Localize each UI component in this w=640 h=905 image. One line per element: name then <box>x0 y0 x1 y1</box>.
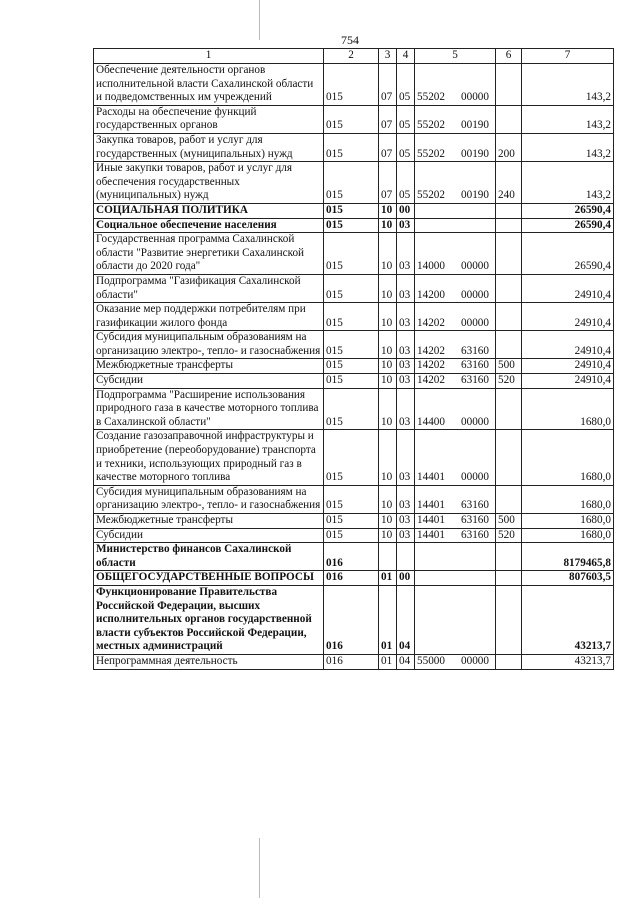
subsection-code: 03 <box>397 218 415 233</box>
table-row <box>94 571 614 586</box>
row-name: Субсидия муниципальным образованиям на организацию электро-, тепло- и газоснабжения <box>94 485 324 513</box>
row-name: Обеспечение деятельности органов исполнительной власти Сахалинской области и подведомственных им учреждений <box>94 64 324 106</box>
row-name: Министерство финансов Сахалинской области <box>94 543 324 571</box>
target-article-code <box>415 274 496 302</box>
target-article-code <box>415 374 496 389</box>
table-row <box>94 654 614 669</box>
target-article-direction: 63160 <box>461 374 489 387</box>
target-article-direction: 63160 <box>461 514 489 526</box>
amount: 807603,5 <box>522 571 614 586</box>
table-row <box>94 528 614 543</box>
row-name: Субсидии <box>94 528 324 543</box>
ved-code: 016 <box>324 571 379 586</box>
expense-type-code <box>496 218 522 233</box>
target-article-program: 14401 <box>417 499 445 512</box>
target-article-direction: 00000 <box>461 415 489 428</box>
table-row <box>94 430 614 485</box>
row-name: Социальное обеспечение населения <box>94 218 324 233</box>
expense-type-code: 520 <box>496 374 522 389</box>
ved-code: 015 <box>324 331 379 359</box>
table-row <box>94 64 614 106</box>
section-code: 10 <box>379 218 397 233</box>
table-row <box>94 359 614 374</box>
row-name: Оказание мер поддержки потребителям при газификации жилого фонда <box>94 303 324 331</box>
target-article-program: 14000 <box>417 260 445 273</box>
expense-type-code <box>496 105 522 133</box>
amount: 26590,4 <box>522 203 614 218</box>
table-row <box>94 485 614 513</box>
target-article-code <box>415 331 496 359</box>
target-article-direction: 63160 <box>461 344 489 357</box>
amount: 143,2 <box>522 133 614 161</box>
amount: 24910,4 <box>522 374 614 389</box>
target-article-code <box>415 162 496 204</box>
table-row <box>94 274 614 302</box>
table-row <box>94 543 614 571</box>
target-article-code <box>415 585 496 654</box>
target-article-code <box>415 514 496 529</box>
row-name: Расходы на обеспечение функций государственных органов <box>94 105 324 133</box>
table-row <box>94 218 614 233</box>
subsection-code <box>397 543 415 571</box>
target-article-code <box>415 233 496 275</box>
target-article-direction: 63160 <box>461 528 489 541</box>
expense-type-code <box>496 64 522 106</box>
amount: 43213,7 <box>522 654 614 669</box>
target-article-program: 14202 <box>417 374 445 387</box>
expense-type-code: 200 <box>496 133 522 161</box>
row-name: Подпрограмма "Расширение использования природного газа в качестве моторного топлива в Сахалинской области" <box>94 388 324 430</box>
row-name: Субсидия муниципальным образованиям на организацию электро-, тепло- и газоснабжения <box>94 331 324 359</box>
table-row <box>94 233 614 275</box>
expense-type-code <box>496 274 522 302</box>
ved-code: 015 <box>324 430 379 485</box>
expense-type-code <box>496 388 522 430</box>
row-name: Подпрограмма "Газификация Сахалинской области" <box>94 274 324 302</box>
subsection-code: 04 <box>397 585 415 654</box>
section-code: 10 <box>379 303 397 331</box>
table-row <box>94 133 614 161</box>
amount: 43213,7 <box>522 585 614 654</box>
expense-type-code <box>496 203 522 218</box>
expense-type-code <box>496 303 522 331</box>
target-article-code <box>415 430 496 485</box>
table-row <box>94 374 614 389</box>
expense-type-code <box>496 430 522 485</box>
section-code: 07 <box>379 105 397 133</box>
row-name: Функционирование Правительства Российской Федерации, высших исполнительных органов государственной власти субъектов Российской Федерации, местных администраций <box>94 585 324 654</box>
ved-code: 015 <box>324 218 379 233</box>
target-article-program: 14401 <box>417 471 445 484</box>
target-article-direction: 00000 <box>461 316 489 329</box>
target-article-direction: 00000 <box>461 91 489 104</box>
ved-code: 015 <box>324 274 379 302</box>
expense-type-code <box>496 233 522 275</box>
ved-code: 015 <box>324 388 379 430</box>
target-article-direction: 00000 <box>461 288 489 301</box>
subsection-code: 00 <box>397 571 415 586</box>
target-article-direction: 00190 <box>461 189 489 202</box>
target-article-code <box>415 203 496 218</box>
page-number: 754 <box>341 33 359 47</box>
amount: 143,2 <box>522 64 614 106</box>
amount: 26590,4 <box>522 218 614 233</box>
scan-artifact-line-bottom <box>259 838 260 898</box>
row-name: ОБЩЕГОСУДАРСТВЕННЫЕ ВОПРОСЫ <box>94 571 324 586</box>
amount: 26590,4 <box>522 233 614 275</box>
budget-table <box>93 48 614 670</box>
amount: 24910,4 <box>522 331 614 359</box>
row-name: Закупка товаров, работ и услуг для государственных (муниципальных) нужд <box>94 133 324 161</box>
ved-code: 015 <box>324 359 379 374</box>
target-article-code <box>415 654 496 669</box>
target-article-code <box>415 359 496 374</box>
row-name: Субсидии <box>94 374 324 389</box>
subsection-code: 03 <box>397 331 415 359</box>
table-row <box>94 388 614 430</box>
column-header: 2 <box>324 49 379 64</box>
ved-code: 015 <box>324 162 379 204</box>
ved-code: 015 <box>324 303 379 331</box>
subsection-code: 03 <box>397 274 415 302</box>
amount: 24910,4 <box>522 303 614 331</box>
target-article-code <box>415 218 496 233</box>
expense-type-code <box>496 654 522 669</box>
section-code <box>379 543 397 571</box>
target-article-code <box>415 133 496 161</box>
amount: 1680,0 <box>522 430 614 485</box>
ved-code: 016 <box>324 585 379 654</box>
table-row <box>94 331 614 359</box>
target-article-program: 55202 <box>417 189 445 202</box>
table-row <box>94 585 614 654</box>
target-article-code <box>415 105 496 133</box>
target-article-code <box>415 388 496 430</box>
section-code: 10 <box>379 528 397 543</box>
target-article-direction: 00190 <box>461 147 489 160</box>
target-article-program: 14401 <box>417 528 445 541</box>
target-article-code <box>415 303 496 331</box>
table-row <box>94 514 614 529</box>
expense-type-code <box>496 543 522 571</box>
target-article-program: 14200 <box>417 288 445 301</box>
subsection-code: 00 <box>397 203 415 218</box>
target-article-direction: 63160 <box>461 499 489 512</box>
table-row <box>94 203 614 218</box>
section-code: 01 <box>379 571 397 586</box>
column-header: 6 <box>496 49 522 64</box>
target-article-direction: 00000 <box>461 654 489 667</box>
section-code: 07 <box>379 133 397 161</box>
ved-code: 015 <box>324 203 379 218</box>
subsection-code: 03 <box>397 485 415 513</box>
ved-code: 015 <box>324 64 379 106</box>
expense-type-code: 500 <box>496 359 522 374</box>
subsection-code: 05 <box>397 162 415 204</box>
section-code: 10 <box>379 274 397 302</box>
ved-code: 015 <box>324 528 379 543</box>
expense-type-code <box>496 585 522 654</box>
subsection-code: 03 <box>397 430 415 485</box>
subsection-code: 05 <box>397 105 415 133</box>
target-article-program: 55202 <box>417 91 445 104</box>
amount: 143,2 <box>522 105 614 133</box>
section-code: 10 <box>379 331 397 359</box>
target-article-code <box>415 485 496 513</box>
subsection-code: 03 <box>397 514 415 529</box>
subsection-code: 03 <box>397 388 415 430</box>
section-code: 10 <box>379 430 397 485</box>
target-article-program: 55000 <box>417 654 445 667</box>
ved-code: 015 <box>324 233 379 275</box>
subsection-code: 03 <box>397 374 415 389</box>
column-header: 1 <box>94 49 324 64</box>
section-code: 01 <box>379 654 397 669</box>
ved-code: 015 <box>324 374 379 389</box>
ved-code: 016 <box>324 654 379 669</box>
row-name: Создание газозаправочной инфраструктуры и приобретение (переоборудование) транспорта и техники, использующих природный газ в качестве моторного топлива <box>94 430 324 485</box>
target-article-direction: 63160 <box>461 359 489 372</box>
table-row <box>94 303 614 331</box>
section-code: 10 <box>379 233 397 275</box>
row-name: Межбюджетные трансферты <box>94 359 324 374</box>
section-code: 10 <box>379 514 397 529</box>
amount: 1680,0 <box>522 485 614 513</box>
expense-type-code <box>496 331 522 359</box>
target-article-code <box>415 543 496 571</box>
target-article-direction: 00000 <box>461 260 489 273</box>
row-name: Непрограммная деятельность <box>94 654 324 669</box>
column-header: 3 <box>379 49 397 64</box>
section-code: 10 <box>379 203 397 218</box>
amount: 1680,0 <box>522 388 614 430</box>
target-article-code <box>415 64 496 106</box>
expense-type-code <box>496 571 522 586</box>
section-code: 01 <box>379 585 397 654</box>
section-code: 10 <box>379 374 397 389</box>
target-article-code <box>415 571 496 586</box>
column-header-row <box>94 49 614 64</box>
target-article-program: 14202 <box>417 316 445 329</box>
ved-code: 015 <box>324 105 379 133</box>
amount: 8179465,8 <box>522 543 614 571</box>
section-code: 10 <box>379 359 397 374</box>
amount: 24910,4 <box>522 359 614 374</box>
target-article-program: 55202 <box>417 147 445 160</box>
subsection-code: 05 <box>397 133 415 161</box>
target-article-direction: 00000 <box>461 471 489 484</box>
amount: 1680,0 <box>522 528 614 543</box>
row-name: СОЦИАЛЬНАЯ ПОЛИТИКА <box>94 203 324 218</box>
subsection-code: 03 <box>397 233 415 275</box>
row-name: Государственная программа Сахалинской области "Развитие энергетики Сахалинской области до 2020 года" <box>94 233 324 275</box>
section-code: 07 <box>379 64 397 106</box>
expense-type-code: 520 <box>496 528 522 543</box>
amount: 24910,4 <box>522 274 614 302</box>
column-header: 7 <box>522 49 614 64</box>
subsection-code: 03 <box>397 303 415 331</box>
column-header: 5 <box>415 49 496 64</box>
column-header: 4 <box>397 49 415 64</box>
ved-code: 015 <box>324 133 379 161</box>
subsection-code: 04 <box>397 654 415 669</box>
target-article-direction: 00190 <box>461 119 489 132</box>
amount: 143,2 <box>522 162 614 204</box>
expense-type-code: 500 <box>496 514 522 529</box>
target-article-program: 14400 <box>417 415 445 428</box>
subsection-code: 03 <box>397 359 415 374</box>
row-name: Межбюджетные трансферты <box>94 514 324 529</box>
target-article-program: 14202 <box>417 359 445 372</box>
table-row <box>94 162 614 204</box>
target-article-program: 55202 <box>417 119 445 132</box>
ved-code: 015 <box>324 485 379 513</box>
section-code: 10 <box>379 388 397 430</box>
expense-type-code <box>496 485 522 513</box>
subsection-code: 03 <box>397 528 415 543</box>
section-code: 10 <box>379 485 397 513</box>
section-code: 07 <box>379 162 397 204</box>
subsection-code: 05 <box>397 64 415 106</box>
target-article-code <box>415 528 496 543</box>
ved-code: 015 <box>324 514 379 529</box>
ved-code: 016 <box>324 543 379 571</box>
amount: 1680,0 <box>522 514 614 529</box>
target-article-program: 14401 <box>417 514 445 526</box>
expense-type-code: 240 <box>496 162 522 204</box>
table-row <box>94 105 614 133</box>
target-article-program: 14202 <box>417 344 445 357</box>
row-name: Иные закупки товаров, работ и услуг для обеспечения государственных (муниципальных) нужд <box>94 162 324 204</box>
